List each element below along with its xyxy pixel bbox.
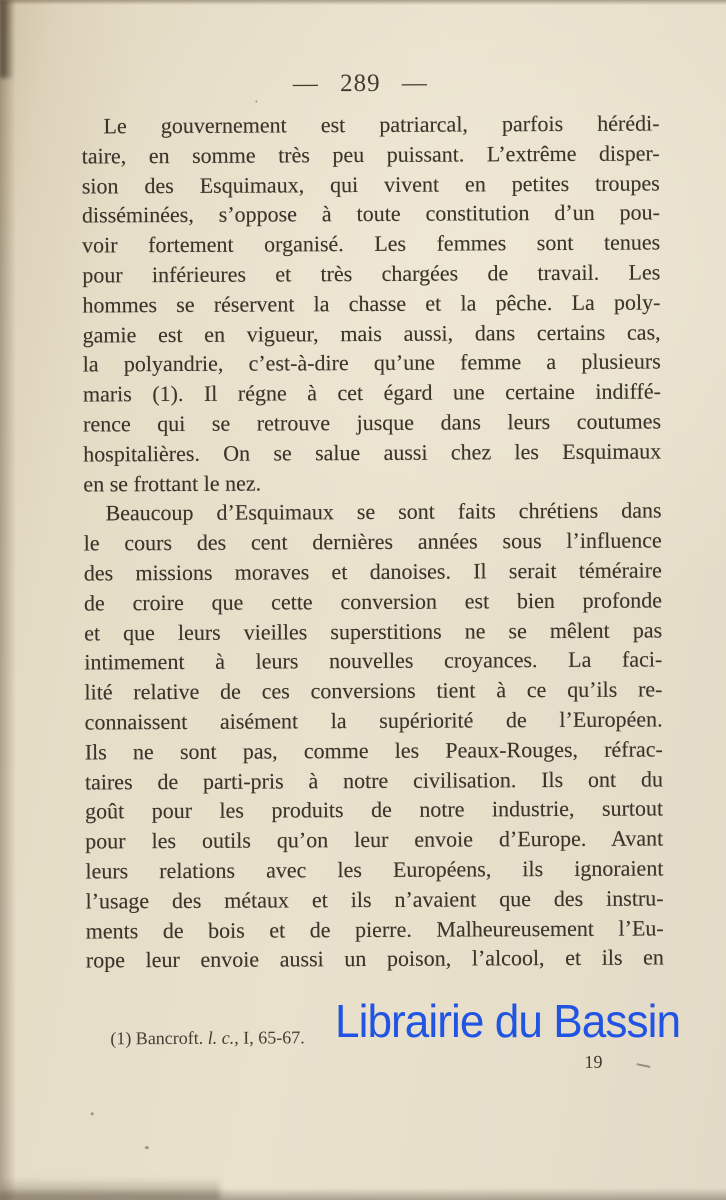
paragraph-2-line-2: le cours des cent dernières années sous l’influence [83,527,662,556]
paragraph-1-line-13: en se frottant le nez. [83,470,262,497]
paragraph-2-line-14: l’usage des métaux et ils n’avaient que des instru- [85,885,664,914]
paper-speck [145,1146,149,1149]
paragraph-1-line-2: taire, en somme très peu puissant. L’extrême disper- [81,140,660,169]
footnote [110,1026,305,1049]
paragraph-2-line-7: lité relative de ces conversions tient à ce qu’ils re- [84,676,663,705]
paper-speck [91,1112,94,1115]
paragraph-2-line-10: taires de parti-pris à notre civilisation. Ils ont du [84,765,664,794]
paragraph-1-line-8: gamie est en vigueur, mais aussi, dans certains cas, [82,319,661,348]
paragraph-1-line-10: maris (1). Il régne à cet égard une certaine indiffé- [82,378,661,407]
page-number: — 289 — [292,69,428,98]
paragraph-2-line-8: connaissent aisément la supériorité de l’Européen. [84,706,663,735]
paragraph-1-line-11: rence qui se retrouve jusque dans leurs coutumes [83,408,662,437]
footnote-citation-abbrev: l. c., [207,1027,239,1048]
footnote-prefix: (1) Bancroft. [110,1027,208,1049]
paragraph-1-line-4: disséminées, s’oppose à toute constitution d’un pou- [81,199,661,228]
paragraph-1-line-12: hospitalières. On se salue aussi chez les Esquimaux [83,438,662,467]
paragraph-2-line-6: intimement à leurs nouvelles croyances. La faci- [84,646,663,675]
signature-number: 19 [584,1051,603,1072]
paragraph-2-line-9: Ils ne sont pas, comme les Peaux-Rouges, réfrac- [84,736,663,765]
paragraph-2-line-12: pour les outils qu’on leur envoie d’Europe. Avant [85,825,664,854]
paragraph-2-line-4: de croire que cette conversion est bien profonde [83,587,663,616]
paragraph-2-line-11: goût pour les produits de notre industrie, surtout [85,795,664,824]
paragraph-1-line-3: sion des Esquimaux, qui vivent en petites troupes [81,170,660,199]
paragraph-1-line-9: la polyandrie, c’est-à-dire qu’une femme a plusieurs [82,348,661,377]
paragraph-1-line-1: Le gouvernement est patriarcal, parfois hérédi- [103,110,660,139]
paragraph-2-line-1: Beaucoup d’Esquimaux se sont faits chrétiens dans [105,497,662,526]
paragraph-2-line-5: et que leurs vieilles superstitions ne se mêlent pas [84,616,663,646]
paragraph-2-line-3: des missions moraves et danoises. Il serait téméraire [83,557,662,586]
paragraph-2-line-13: leurs relations avec les Européens, ils ignoraient [85,855,664,884]
paragraph-1-line-7: hommes se réservent la chasse et la pêche. La poly- [82,289,661,318]
paper-smudge [636,1063,650,1068]
paragraph-1-line-5: voir fortement organisé. Les femmes sont tenues [82,229,661,258]
watermark-librairie-du-bassin: Librairie du Bassin [335,995,681,1047]
footnote-suffix: I, 65-67. [238,1027,305,1048]
text-block [81,108,664,975]
paper-speck [255,101,257,103]
paragraph-2-line-16: rope leur envoie aussi un poison, l’alcool, et ils en [85,944,664,973]
paragraph-1-line-6: pour inférieures et très chargées de travail. Les [82,259,661,288]
paragraph-2-line-15: ments de bois et de pierre. Malheureusement l’Eu- [85,914,664,943]
